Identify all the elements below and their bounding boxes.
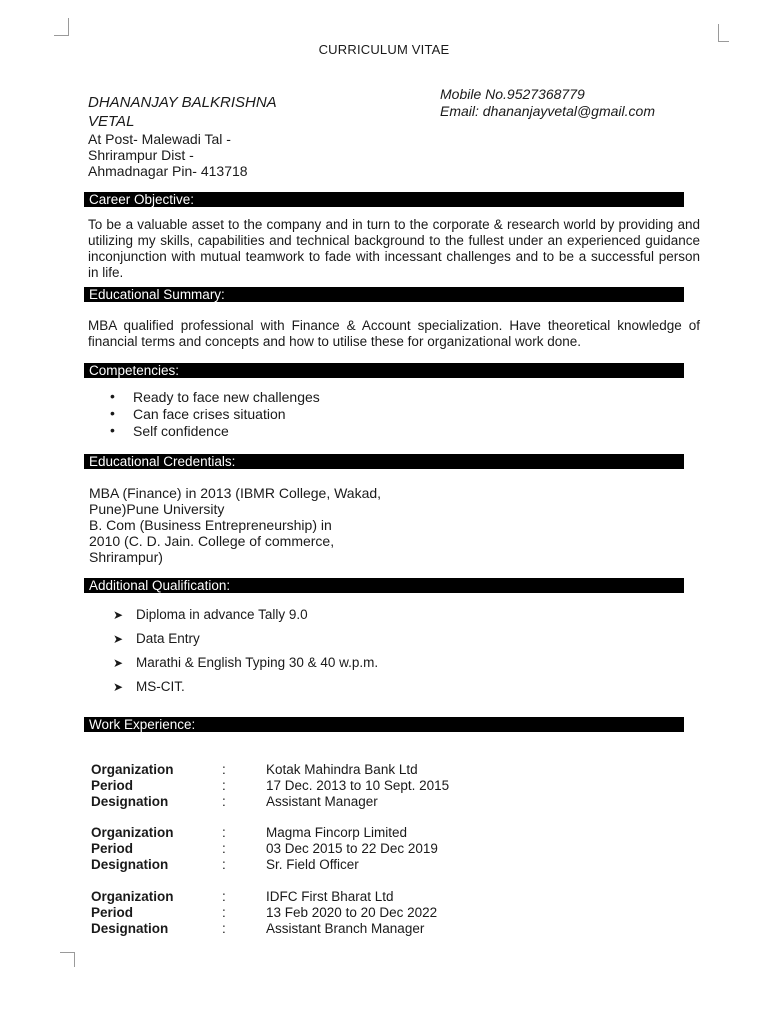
credential-line: B. Com (Business Entrepreneurship) in bbox=[89, 517, 332, 533]
address bbox=[88, 131, 248, 179]
section-heading-additional-qualification: Additional Qualification: bbox=[84, 578, 684, 593]
designation-value: Assistant Branch Manager bbox=[266, 921, 425, 936]
additional-qualification-list bbox=[113, 606, 378, 702]
period-label: Period bbox=[91, 841, 134, 856]
crop-mark-top-left bbox=[54, 18, 69, 36]
organization-value: IDFC First Bharat Ltd bbox=[266, 889, 394, 904]
separator: : bbox=[222, 889, 226, 904]
crop-mark-top-right bbox=[718, 24, 729, 42]
list-item bbox=[110, 406, 320, 423]
career-objective-text: To be a valuable asset to the company and in turn to the corporate & research world by providing and utilizing my skills, capabilities and technical background to the fullest under an experienced guidance inconjunction with mutual teamwork to fade with incessant challenges and to be a successful person in life. bbox=[88, 217, 700, 280]
address-line: At Post- Malewadi Tal - bbox=[88, 131, 231, 147]
list-item-label: Can face crises situation bbox=[133, 406, 286, 422]
period-value: 13 Feb 2020 to 20 Dec 2022 bbox=[266, 905, 438, 920]
designation-value: Assistant Manager bbox=[266, 794, 378, 809]
arrow-bullet-icon: ➤ bbox=[113, 632, 124, 646]
list-item bbox=[113, 630, 378, 654]
bullet-icon: • bbox=[110, 388, 115, 404]
document-title: CURRICULUM VITAE bbox=[318, 42, 450, 57]
competencies-list bbox=[110, 389, 320, 440]
credential-line: Shrirampur) bbox=[89, 549, 163, 565]
section-heading-career-objective: Career Objective: bbox=[84, 192, 684, 207]
credential-line: 2010 (C. D. Jain. College of commerce, bbox=[89, 533, 335, 549]
period-value: 17 Dec. 2013 to 10 Sept. 2015 bbox=[266, 778, 450, 793]
section-heading-educational-credentials: Educational Credentials: bbox=[84, 454, 684, 469]
separator: : bbox=[222, 921, 226, 936]
bullet-icon: • bbox=[110, 405, 115, 421]
period-value: 03 Dec 2015 to 22 Dec 2019 bbox=[266, 841, 438, 856]
email-address: Email: dhananjayvetal@gmail.com bbox=[440, 103, 655, 119]
list-item bbox=[110, 389, 320, 406]
separator: : bbox=[222, 762, 226, 777]
list-item-label: Diploma in advance Tally 9.0 bbox=[136, 607, 308, 622]
list-item bbox=[113, 606, 378, 630]
list-item-label: Self confidence bbox=[133, 423, 229, 439]
designation-label: Designation bbox=[91, 794, 169, 809]
section-heading-educational-summary: Educational Summary: bbox=[84, 287, 684, 302]
address-line: Ahmadnagar Pin- 413718 bbox=[88, 163, 248, 179]
mobile-number: Mobile No.9527368779 bbox=[440, 86, 585, 102]
educational-summary-text: MBA qualified professional with Finance & Account specialization. Have theoretical knowledge of financial terms and concepts and how to utilise these for organizational work done. bbox=[88, 318, 700, 349]
separator: : bbox=[222, 778, 226, 793]
list-item-label: Marathi & English Typing 30 & 40 w.p.m. bbox=[136, 655, 379, 670]
separator: : bbox=[222, 841, 226, 856]
list-item-label: Ready to face new challenges bbox=[133, 389, 320, 405]
separator: : bbox=[222, 905, 226, 920]
organization-value: Magma Fincorp Limited bbox=[266, 825, 408, 840]
organization-label: Organization bbox=[91, 762, 174, 777]
credential-line: MBA (Finance) in 2013 (IBMR College, Wakad, bbox=[89, 485, 382, 501]
designation-value: Sr. Field Officer bbox=[266, 857, 359, 872]
arrow-bullet-icon: ➤ bbox=[113, 608, 124, 622]
candidate-name: DHANANJAY BALKRISHNA VETAL bbox=[88, 94, 277, 130]
list-item-label: MS-CIT. bbox=[136, 679, 185, 694]
organization-value: Kotak Mahindra Bank Ltd bbox=[266, 762, 418, 777]
crop-mark-bottom-left bbox=[60, 952, 75, 967]
section-heading-competencies: Competencies: bbox=[84, 363, 684, 378]
organization-label: Organization bbox=[91, 889, 174, 904]
bullet-icon: • bbox=[110, 422, 115, 438]
separator: : bbox=[222, 825, 226, 840]
separator: : bbox=[222, 794, 226, 809]
designation-label: Designation bbox=[91, 857, 169, 872]
period-label: Period bbox=[91, 778, 134, 793]
arrow-bullet-icon: ➤ bbox=[113, 680, 124, 694]
list-item bbox=[113, 678, 378, 702]
organization-label: Organization bbox=[91, 825, 174, 840]
list-item-label: Data Entry bbox=[136, 631, 200, 646]
designation-label: Designation bbox=[91, 921, 169, 936]
section-heading-work-experience: Work Experience: bbox=[84, 717, 684, 732]
arrow-bullet-icon: ➤ bbox=[113, 656, 124, 670]
contact-info bbox=[440, 86, 655, 120]
period-label: Period bbox=[91, 905, 134, 920]
list-item bbox=[113, 654, 378, 678]
educational-credentials-text bbox=[89, 485, 381, 565]
address-line: Shrirampur Dist - bbox=[88, 147, 194, 163]
credential-line: Pune)Pune University bbox=[89, 501, 225, 517]
list-item bbox=[110, 423, 320, 440]
separator: : bbox=[222, 857, 226, 872]
